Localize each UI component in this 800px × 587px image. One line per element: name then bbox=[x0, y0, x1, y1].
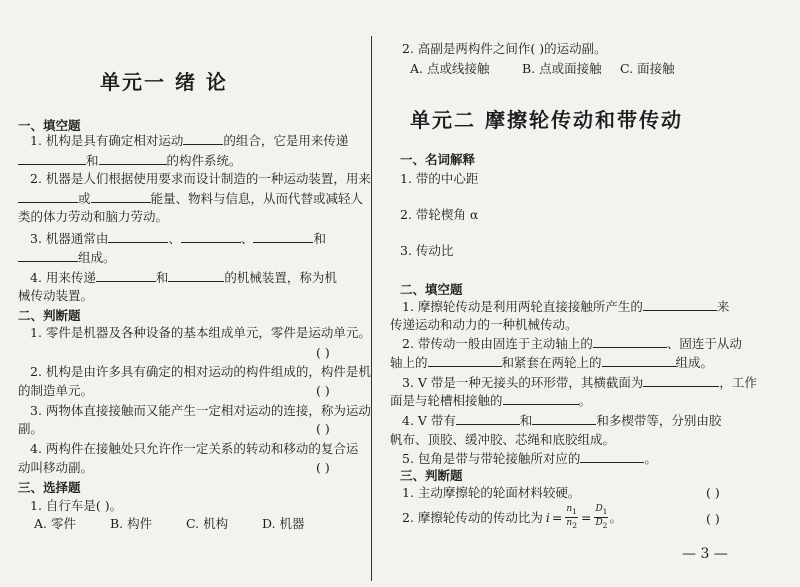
choice-q1-option-a[interactable]: A. 零件 bbox=[34, 516, 76, 531]
judge-r1-answer[interactable]: ( ) bbox=[706, 485, 720, 500]
unit-two-title: 单元二 摩擦轮传动和带传动 bbox=[410, 108, 683, 132]
judge-q3-answer[interactable]: ( ) bbox=[316, 421, 330, 436]
judge-q3-line1: 3. 两物体直接接触而又能产生一定相对运动的连接，称为运动 bbox=[30, 403, 371, 418]
terms-section-heading: 一、名词解释 bbox=[400, 152, 476, 167]
fill-q3-line1: 3. 机器通常由 、 、 和 bbox=[30, 231, 326, 246]
judge-section-heading: 二、判断题 bbox=[18, 308, 81, 323]
judge-q3-line2: 副。 bbox=[18, 421, 44, 436]
choice-q2: 2. 高副是两构件之间作( )的运动副。 bbox=[402, 41, 607, 56]
fill-r4-line1: 4. V 带有 和 和多楔带等，分别由胶 bbox=[402, 413, 722, 428]
choice-q1-option-b[interactable]: B. 构件 bbox=[110, 516, 153, 531]
judge-q2-line1: 2. 机构是由许多具有确定的相对运动的构件组成的，构件是机 bbox=[30, 364, 371, 379]
judge-q4-line1: 4. 两构件在接触处只允许作一定关系的转动和移动的复合运 bbox=[30, 441, 359, 456]
column-divider bbox=[371, 36, 372, 581]
judge-r2: 2. 摩擦轮传动的传动比为 i = $\frac{n_1}{n_2}$ = $\frac{D_1}{D_2}$ 。 bbox=[402, 504, 622, 530]
fill-r4-line2: 帆布、顶胶、缓冲胶、芯绳和底胶组成。 bbox=[390, 432, 616, 447]
fill-r3-line2: 面是与轮槽相接触的 。 bbox=[390, 393, 592, 408]
choice-q1-option-d[interactable]: D. 机器 bbox=[262, 516, 305, 531]
judge-q1: 1. 零件是机器及各种设备的基本组成单元，零件是运动单元。 bbox=[30, 325, 371, 340]
fill-q4-line2: 械传动装置。 bbox=[18, 288, 94, 303]
judge-q2-line2: 的制造单元。 bbox=[18, 383, 94, 398]
fill-r3-line1: 3. V 带是一种无接头的环形带，其横截面为 ，工作 bbox=[402, 375, 757, 390]
choice-q2-option-a[interactable]: A. 点或线接触 bbox=[410, 61, 490, 76]
fill-r1-line1: 1. 摩擦轮传动是利用两轮直接接触所产生的 来 bbox=[402, 299, 730, 314]
term-1: 1. 带的中心距 bbox=[400, 171, 479, 186]
term-2: 2. 带轮楔角 α bbox=[400, 207, 479, 222]
judge-r2-answer[interactable]: ( ) bbox=[706, 511, 720, 526]
page-number: — 3 — bbox=[682, 546, 728, 562]
judge-q4-line2: 动叫移动副。 bbox=[18, 460, 94, 475]
choice-q1: 1. 自行车是( )。 bbox=[30, 498, 123, 513]
judge-q4-answer[interactable]: ( ) bbox=[316, 460, 330, 475]
fill-q4-line1: 4. 用来传递 和 的机械装置，称为机 bbox=[30, 270, 337, 285]
choice-q2-option-c[interactable]: C. 面接触 bbox=[620, 61, 675, 76]
ratio-n1-n2: $\frac{n_1}{n_2}$ bbox=[566, 504, 577, 530]
fill-r5: 5. 包角是带与带轮接触所对应的 。 bbox=[402, 451, 657, 466]
choice-section-heading: 三、选择题 bbox=[18, 480, 81, 495]
fill-section-heading-2: 二、填空题 bbox=[400, 282, 463, 297]
fill-section-heading: 一、填空题 bbox=[18, 118, 81, 133]
fill-q1-line1: 1. 机构是具有确定相对运动 的组合，它是用来传递 bbox=[30, 133, 349, 148]
judge-q1-answer[interactable]: ( ) bbox=[316, 345, 330, 360]
choice-q2-option-b[interactable]: B. 点或面接触 bbox=[522, 61, 602, 76]
fill-r2-line2: 轴上的 和紧套在两轮上的 组成。 bbox=[390, 355, 714, 370]
choice-q1-option-c[interactable]: C. 机构 bbox=[186, 516, 229, 531]
fill-r2-line1: 2. 带传动一般由固连于主动轴上的 、固连于从动 bbox=[402, 336, 742, 351]
fill-q1-line2: 和 的构件系统。 bbox=[18, 152, 242, 169]
fill-r1-line2: 传递运动和动力的一种机械传动。 bbox=[390, 317, 578, 332]
unit-one-title: 单元一 绪 论 bbox=[100, 70, 228, 94]
judge-r1: 1. 主动摩擦轮的轮面材料较硬。 bbox=[402, 485, 581, 500]
judge-section-heading-2: 三、判断题 bbox=[400, 468, 463, 483]
fill-q2-line3: 类的体力劳动和脑力劳动。 bbox=[18, 209, 169, 224]
fill-q3-line2: 组成。 bbox=[18, 249, 116, 266]
ratio-d1-d2: $\frac{D_1}{D_2}$ bbox=[595, 504, 608, 530]
fill-q2-line1: 2. 机器是人们根据使用要求而设计制造的一种运动装置，用来 bbox=[30, 171, 371, 186]
term-3: 3. 传动比 bbox=[400, 243, 454, 258]
judge-q2-answer[interactable]: ( ) bbox=[316, 383, 330, 398]
fill-q2-line2: 或 能量、物料与信息，从而代替或减轻人 bbox=[18, 190, 363, 207]
